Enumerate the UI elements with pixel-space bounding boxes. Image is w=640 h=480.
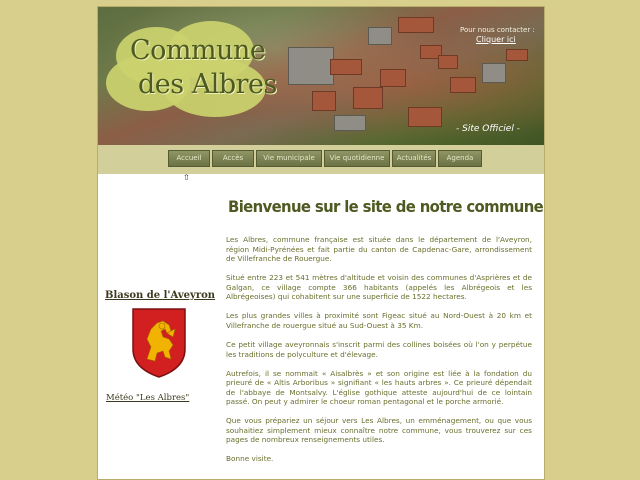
aveyron-coat-of-arms-icon	[131, 307, 187, 379]
scroll-up-icon[interactable]: ⇧	[183, 173, 190, 182]
logo-line-1: Commune	[130, 35, 266, 66]
header-banner	[98, 7, 544, 145]
village-roof	[398, 17, 434, 33]
paragraph: Les plus grandes villes à proximité sont Figeac situé au Nord-Ouest à 20 km et Villefranche de rouergue situé au Sud-Ouest à 35 Km.	[226, 311, 532, 330]
village-roof	[380, 69, 406, 87]
village-roof	[330, 59, 362, 75]
nav-actualites[interactable]: Actualités	[392, 150, 436, 167]
village-roof	[438, 55, 458, 69]
paragraph: Autrefois, il se nommait « Aisalbrès » et son origine est liée à la fondation du prieuré de « Altis Arboribus » signifiant « les hauts arbres ». Ce prieuré dépendait de l'abbaye de Montsalvy. L'église gothique atteste aujourd'hui de ce lointain passé. On peut y admirer le choeur roman pentagonal et le porche armorié.	[226, 368, 532, 407]
paragraph: Bonne visite.	[226, 454, 274, 464]
village-building	[288, 47, 334, 85]
meteo-link[interactable]: Météo "Les Albres"	[106, 393, 190, 403]
village-roof	[506, 49, 528, 61]
nav-vie-municipale[interactable]: Vie municipale	[256, 150, 322, 167]
nav-agenda[interactable]: Agenda	[438, 150, 482, 167]
main-content	[226, 235, 532, 473]
main-nav	[98, 145, 544, 174]
contact-text: Pour nous contacter :	[460, 26, 535, 34]
site-tagline: - Site Officiel -	[456, 124, 520, 134]
contact-link[interactable]: Cliquer ici	[476, 35, 516, 44]
village-roof	[450, 77, 476, 93]
nav-vie-quotidienne[interactable]: Vie quotidienne	[324, 150, 390, 167]
nav-accueil[interactable]: Accueil	[168, 150, 210, 167]
village-roof	[408, 107, 442, 127]
village-building	[334, 115, 366, 131]
page-frame	[97, 6, 545, 480]
village-roof	[353, 87, 383, 109]
paragraph: Que vous prépariez un séjour vers Les Albres, un emménagement, ou que vous souhaitiez simplement mieux connaître notre commune, vous trouverez sur ces pages de nombreux renseignements utiles.	[226, 416, 532, 445]
paragraph: Situé entre 223 et 541 mètres d'altitude et voisin des communes d'Asprières et de Galgan, ce village compte 366 habitants (appelés les Albrégeois et les Albrégeoises) qui cohabitent sur une superficie de 1522 hectares.	[226, 273, 532, 302]
paragraph: Ce petit village aveyronnais s'inscrit parmi des collines boisées où l'on y perpétue les traditions de polyculture et d'élevage.	[226, 339, 532, 359]
page-title: Bienvenue sur le site de notre commune	[228, 197, 544, 216]
village-building	[368, 27, 392, 45]
logo-line-2: des Albres	[138, 69, 277, 100]
village-roof	[312, 91, 336, 111]
paragraph: Les Albres, commune française est située dans le département de l'Aveyron, région Midi-Pyrénées et fait partie du canton de Capdenac-Gare, arrondissement de Villefranche de Rouergue.	[226, 235, 532, 264]
village-building	[482, 63, 506, 83]
blason-title[interactable]: Blason de l'Aveyron	[105, 290, 216, 301]
nav-acces[interactable]: Accès	[212, 150, 254, 167]
